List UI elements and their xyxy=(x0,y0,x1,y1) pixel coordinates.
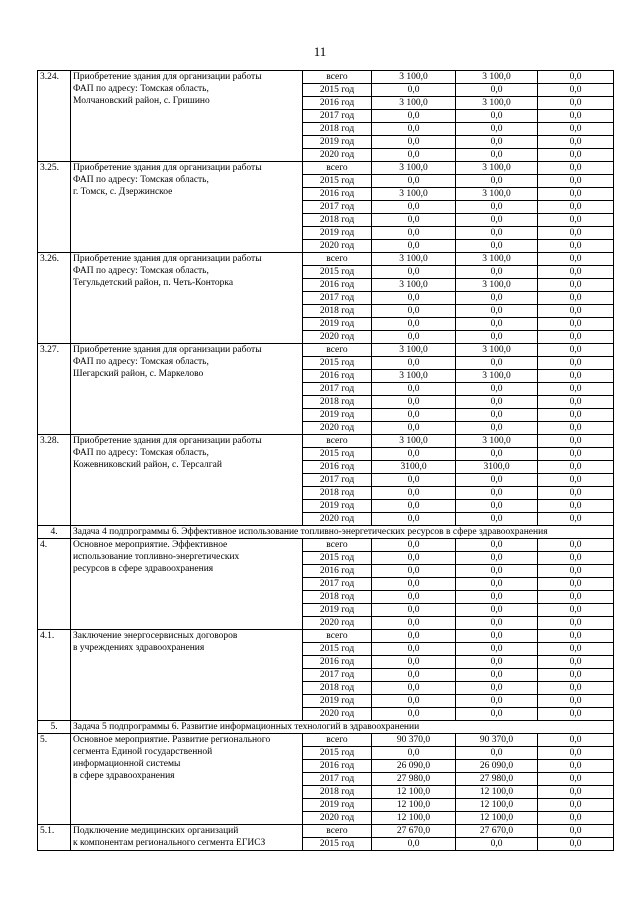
value-cell: 0,0 xyxy=(538,838,614,851)
value-cell: 0,0 xyxy=(456,383,538,396)
value-cell: 0,0 xyxy=(456,643,538,656)
value-cell: 3 100,0 xyxy=(456,435,538,448)
table-row xyxy=(38,734,614,747)
year-cell: 2018 год xyxy=(303,214,372,227)
value-cell: 0,0 xyxy=(372,331,456,344)
value-cell: 0,0 xyxy=(372,474,456,487)
value-cell: 0,0 xyxy=(372,695,456,708)
value-cell: 0,0 xyxy=(372,578,456,591)
value-cell: 0,0 xyxy=(538,669,614,682)
year-cell: 2015 год xyxy=(303,643,372,656)
value-cell: 90 370,0 xyxy=(372,734,456,747)
value-cell: 0,0 xyxy=(538,656,614,669)
value-cell: 0,0 xyxy=(538,474,614,487)
value-cell: 0,0 xyxy=(538,175,614,188)
item-name-line: использование топливно-энергетических xyxy=(73,552,240,562)
item-number: 3.26. xyxy=(38,253,71,344)
item-name-line: в сфере здравоохранения xyxy=(73,771,175,781)
item-name-line: Подключение медицинских организаций xyxy=(73,826,239,836)
value-cell: 3 100,0 xyxy=(456,162,538,175)
value-cell: 0,0 xyxy=(538,123,614,136)
value-cell: 12 100,0 xyxy=(456,799,538,812)
year-cell: 2020 год xyxy=(303,422,372,435)
year-cell: 2020 год xyxy=(303,331,372,344)
value-cell: 0,0 xyxy=(538,461,614,474)
value-cell: 0,0 xyxy=(372,448,456,461)
year-cell: 2017 год xyxy=(303,773,372,786)
value-cell: 0,0 xyxy=(456,552,538,565)
value-cell: 0,0 xyxy=(372,422,456,435)
value-cell: 3 100,0 xyxy=(456,71,538,84)
value-cell: 0,0 xyxy=(538,214,614,227)
value-cell: 0,0 xyxy=(538,188,614,201)
value-cell: 27 670,0 xyxy=(456,825,538,838)
value-cell: 3 100,0 xyxy=(372,162,456,175)
year-cell: 2018 год xyxy=(303,487,372,500)
value-cell: 0,0 xyxy=(538,500,614,513)
value-cell: 0,0 xyxy=(456,630,538,643)
table-row xyxy=(38,344,614,357)
year-cell: 2015 год xyxy=(303,84,372,97)
item-number: 3.24. xyxy=(38,71,71,162)
budget-table xyxy=(37,70,614,851)
item-name xyxy=(71,71,303,162)
task-row xyxy=(38,526,614,539)
year-cell: 2018 год xyxy=(303,591,372,604)
item-number: 5. xyxy=(38,734,71,825)
value-cell: 0,0 xyxy=(538,708,614,721)
item-name-line: ФАП по адресу: Томская область, xyxy=(73,84,209,94)
year-cell: 2016 год xyxy=(303,188,372,201)
value-cell: 0,0 xyxy=(456,669,538,682)
value-cell: 0,0 xyxy=(372,214,456,227)
value-cell: 0,0 xyxy=(372,669,456,682)
task-row xyxy=(38,721,614,734)
table-row xyxy=(38,539,614,552)
value-cell: 0,0 xyxy=(538,292,614,305)
value-cell: 0,0 xyxy=(372,240,456,253)
value-cell: 27 980,0 xyxy=(372,773,456,786)
item-name xyxy=(71,162,303,253)
item-name-line: к компонентам регионального сегмента ЕГИСЗ xyxy=(73,838,266,848)
value-cell: 0,0 xyxy=(456,617,538,630)
value-cell: 0,0 xyxy=(456,331,538,344)
value-cell: 3 100,0 xyxy=(456,188,538,201)
value-cell: 0,0 xyxy=(372,552,456,565)
year-cell: 2016 год xyxy=(303,565,372,578)
value-cell: 3 100,0 xyxy=(372,253,456,266)
value-cell: 0,0 xyxy=(538,773,614,786)
item-number: 3.27. xyxy=(38,344,71,435)
value-cell: 0,0 xyxy=(456,318,538,331)
value-cell: 0,0 xyxy=(538,266,614,279)
year-cell: 2015 год xyxy=(303,266,372,279)
year-cell: 2019 год xyxy=(303,409,372,422)
value-cell: 0,0 xyxy=(372,201,456,214)
value-cell: 0,0 xyxy=(456,292,538,305)
value-cell: 0,0 xyxy=(538,799,614,812)
value-cell: 0,0 xyxy=(538,162,614,175)
table-row xyxy=(38,630,614,643)
value-cell: 0,0 xyxy=(538,253,614,266)
year-cell: 2015 год xyxy=(303,175,372,188)
year-cell: всего xyxy=(303,344,372,357)
item-name xyxy=(71,253,303,344)
value-cell: 0,0 xyxy=(538,578,614,591)
value-cell: 0,0 xyxy=(538,825,614,838)
year-cell: 2017 год xyxy=(303,292,372,305)
value-cell: 0,0 xyxy=(456,591,538,604)
value-cell: 0,0 xyxy=(538,643,614,656)
value-cell: 0,0 xyxy=(538,344,614,357)
value-cell: 3 100,0 xyxy=(456,253,538,266)
task-number: 4. xyxy=(38,526,71,539)
value-cell: 0,0 xyxy=(372,175,456,188)
value-cell: 0,0 xyxy=(456,448,538,461)
year-cell: 2020 год xyxy=(303,149,372,162)
value-cell: 3100,0 xyxy=(372,461,456,474)
value-cell: 27 980,0 xyxy=(456,773,538,786)
value-cell: 0,0 xyxy=(372,604,456,617)
value-cell: 0,0 xyxy=(372,292,456,305)
item-name-line: Основное мероприятие. Развитие регионального xyxy=(73,735,271,745)
item-name-line: Тегульдетский район, п. Четь-Конторка xyxy=(73,278,234,288)
item-name-line: ФАП по адресу: Томская область, xyxy=(73,266,209,276)
item-name xyxy=(71,734,303,825)
value-cell: 0,0 xyxy=(538,435,614,448)
value-cell: 0,0 xyxy=(456,513,538,526)
year-cell: 2015 год xyxy=(303,552,372,565)
year-cell: 2020 год xyxy=(303,617,372,630)
table-row xyxy=(38,71,614,84)
item-name-line: Молчановский район, с. Гришино xyxy=(73,96,210,106)
year-cell: 2019 год xyxy=(303,500,372,513)
year-cell: всего xyxy=(303,630,372,643)
value-cell: 0,0 xyxy=(538,760,614,773)
year-cell: 2015 год xyxy=(303,747,372,760)
value-cell: 0,0 xyxy=(538,383,614,396)
value-cell: 0,0 xyxy=(372,305,456,318)
value-cell: 12 100,0 xyxy=(456,812,538,825)
value-cell: 0,0 xyxy=(538,97,614,110)
value-cell: 0,0 xyxy=(456,175,538,188)
value-cell: 0,0 xyxy=(456,396,538,409)
value-cell: 0,0 xyxy=(372,266,456,279)
value-cell: 3 100,0 xyxy=(456,370,538,383)
value-cell: 0,0 xyxy=(456,201,538,214)
value-cell: 0,0 xyxy=(538,487,614,500)
value-cell: 0,0 xyxy=(456,357,538,370)
item-name-line: ФАП по адресу: Томская область, xyxy=(73,357,209,367)
value-cell: 0,0 xyxy=(538,747,614,760)
value-cell: 0,0 xyxy=(538,617,614,630)
value-cell: 0,0 xyxy=(456,214,538,227)
value-cell: 0,0 xyxy=(538,409,614,422)
value-cell: 12 100,0 xyxy=(372,786,456,799)
year-cell: всего xyxy=(303,71,372,84)
year-cell: 2020 год xyxy=(303,513,372,526)
year-cell: всего xyxy=(303,825,372,838)
value-cell: 0,0 xyxy=(456,487,538,500)
item-name-line: Приобретение здания для организации работы xyxy=(73,345,262,355)
year-cell: 2018 год xyxy=(303,682,372,695)
value-cell: 0,0 xyxy=(372,643,456,656)
value-cell: 0,0 xyxy=(456,110,538,123)
value-cell: 3 100,0 xyxy=(456,344,538,357)
year-cell: всего xyxy=(303,435,372,448)
item-name-line: сегмента Единой государственной xyxy=(73,747,213,757)
value-cell: 3 100,0 xyxy=(372,279,456,292)
year-cell: 2019 год xyxy=(303,136,372,149)
value-cell: 0,0 xyxy=(372,227,456,240)
item-name-line: Шегарский район, с. Маркелово xyxy=(73,369,204,379)
value-cell: 0,0 xyxy=(538,84,614,97)
value-cell: 0,0 xyxy=(538,71,614,84)
value-cell: 0,0 xyxy=(372,383,456,396)
year-cell: 2016 год xyxy=(303,760,372,773)
value-cell: 0,0 xyxy=(456,136,538,149)
year-cell: 2020 год xyxy=(303,240,372,253)
value-cell: 0,0 xyxy=(372,513,456,526)
year-cell: 2015 год xyxy=(303,357,372,370)
value-cell: 3 100,0 xyxy=(372,370,456,383)
value-cell: 0,0 xyxy=(372,708,456,721)
year-cell: 2016 год xyxy=(303,370,372,383)
value-cell: 0,0 xyxy=(538,591,614,604)
item-name-line: Приобретение здания для организации работы xyxy=(73,436,262,446)
item-name xyxy=(71,825,303,851)
item-number: 4. xyxy=(38,539,71,630)
value-cell: 26 090,0 xyxy=(456,760,538,773)
item-name-line: Заключение энергосервисных договоров xyxy=(73,631,238,641)
value-cell: 0,0 xyxy=(538,695,614,708)
item-name xyxy=(71,630,303,721)
item-name xyxy=(71,435,303,526)
item-name-line: ресурсов в сфере здравоохранения xyxy=(73,564,214,574)
value-cell: 0,0 xyxy=(456,656,538,669)
year-cell: 2015 год xyxy=(303,448,372,461)
item-name-line: информационной системы xyxy=(73,759,181,769)
value-cell: 0,0 xyxy=(372,747,456,760)
value-cell: 0,0 xyxy=(372,591,456,604)
value-cell: 0,0 xyxy=(538,279,614,292)
value-cell: 0,0 xyxy=(538,812,614,825)
value-cell: 0,0 xyxy=(538,370,614,383)
item-name-line: Приобретение здания для организации работы xyxy=(73,254,262,264)
value-cell: 0,0 xyxy=(456,604,538,617)
task-title: Задача 5 подпрограммы 6. Развитие информационных технологий в здравоохранении xyxy=(71,721,614,734)
item-number: 3.28. xyxy=(38,435,71,526)
value-cell: 0,0 xyxy=(372,357,456,370)
value-cell: 3 100,0 xyxy=(372,97,456,110)
year-cell: 2017 год xyxy=(303,110,372,123)
value-cell: 0,0 xyxy=(538,149,614,162)
item-name-line: г. Томск, с. Дзержинское xyxy=(73,187,173,197)
value-cell: 12 100,0 xyxy=(456,786,538,799)
year-cell: 2017 год xyxy=(303,578,372,591)
value-cell: 0,0 xyxy=(538,357,614,370)
value-cell: 3 100,0 xyxy=(456,97,538,110)
value-cell: 0,0 xyxy=(538,318,614,331)
value-cell: 0,0 xyxy=(538,448,614,461)
task-number: 5. xyxy=(38,721,71,734)
value-cell: 3100,0 xyxy=(456,461,538,474)
value-cell: 0,0 xyxy=(456,240,538,253)
value-cell: 0,0 xyxy=(372,123,456,136)
year-cell: всего xyxy=(303,162,372,175)
value-cell: 0,0 xyxy=(538,396,614,409)
item-name xyxy=(71,344,303,435)
table-row xyxy=(38,435,614,448)
value-cell: 0,0 xyxy=(538,110,614,123)
value-cell: 0,0 xyxy=(538,604,614,617)
value-cell: 0,0 xyxy=(538,331,614,344)
value-cell: 0,0 xyxy=(372,630,456,643)
page-number: 11 xyxy=(313,44,327,59)
value-cell: 0,0 xyxy=(538,565,614,578)
year-cell: 2019 год xyxy=(303,227,372,240)
value-cell: 90 370,0 xyxy=(456,734,538,747)
year-cell: 2020 год xyxy=(303,812,372,825)
year-cell: 2016 год xyxy=(303,461,372,474)
year-cell: 2017 год xyxy=(303,383,372,396)
value-cell: 0,0 xyxy=(538,539,614,552)
value-cell: 12 100,0 xyxy=(372,812,456,825)
value-cell: 0,0 xyxy=(372,110,456,123)
year-cell: 2018 год xyxy=(303,305,372,318)
value-cell: 3 100,0 xyxy=(456,279,538,292)
value-cell: 0,0 xyxy=(538,240,614,253)
value-cell: 0,0 xyxy=(372,656,456,669)
value-cell: 0,0 xyxy=(538,630,614,643)
value-cell: 0,0 xyxy=(538,734,614,747)
value-cell: 12 100,0 xyxy=(372,799,456,812)
year-cell: 2018 год xyxy=(303,396,372,409)
value-cell: 0,0 xyxy=(456,123,538,136)
value-cell: 0,0 xyxy=(456,409,538,422)
year-cell: всего xyxy=(303,253,372,266)
value-cell: 0,0 xyxy=(538,227,614,240)
value-cell: 0,0 xyxy=(372,617,456,630)
value-cell: 0,0 xyxy=(456,227,538,240)
year-cell: 2017 год xyxy=(303,201,372,214)
value-cell: 0,0 xyxy=(538,513,614,526)
value-cell: 0,0 xyxy=(456,708,538,721)
year-cell: 2019 год xyxy=(303,318,372,331)
value-cell: 0,0 xyxy=(372,409,456,422)
value-cell: 3 100,0 xyxy=(372,71,456,84)
item-name-line: в учреждениях здравоохранения xyxy=(73,643,205,653)
item-name-line: Приобретение здания для организации работы xyxy=(73,72,262,82)
value-cell: 0,0 xyxy=(538,552,614,565)
year-cell: 2020 год xyxy=(303,708,372,721)
value-cell: 0,0 xyxy=(372,838,456,851)
value-cell: 0,0 xyxy=(538,786,614,799)
item-name-line: ФАП по адресу: Томская область, xyxy=(73,175,209,185)
table-row xyxy=(38,162,614,175)
year-cell: 2017 год xyxy=(303,669,372,682)
value-cell: 0,0 xyxy=(538,422,614,435)
value-cell: 0,0 xyxy=(456,695,538,708)
item-number: 3.25. xyxy=(38,162,71,253)
value-cell: 0,0 xyxy=(538,682,614,695)
value-cell: 0,0 xyxy=(372,539,456,552)
table-row xyxy=(38,825,614,838)
value-cell: 3 100,0 xyxy=(372,188,456,201)
item-name-line: ФАП по адресу: Томская область, xyxy=(73,448,209,458)
value-cell: 0,0 xyxy=(372,84,456,97)
value-cell: 0,0 xyxy=(538,201,614,214)
value-cell: 0,0 xyxy=(456,565,538,578)
year-cell: 2019 год xyxy=(303,695,372,708)
item-name-line: Приобретение здания для организации работы xyxy=(73,163,262,173)
item-number: 4.1. xyxy=(38,630,71,721)
item-name-line: Основное мероприятие. Эффективное xyxy=(73,540,228,550)
value-cell: 0,0 xyxy=(456,149,538,162)
year-cell: 2018 год xyxy=(303,123,372,136)
year-cell: 2016 год xyxy=(303,656,372,669)
value-cell: 0,0 xyxy=(456,539,538,552)
value-cell: 0,0 xyxy=(372,136,456,149)
value-cell: 0,0 xyxy=(456,838,538,851)
year-cell: 2015 год xyxy=(303,838,372,851)
value-cell: 0,0 xyxy=(456,682,538,695)
item-name-line: Кожевниковский район, с. Терсалгай xyxy=(73,460,222,470)
value-cell: 0,0 xyxy=(456,578,538,591)
value-cell: 0,0 xyxy=(372,487,456,500)
table-row xyxy=(38,253,614,266)
year-cell: 2019 год xyxy=(303,799,372,812)
value-cell: 0,0 xyxy=(538,305,614,318)
year-cell: 2016 год xyxy=(303,279,372,292)
value-cell: 0,0 xyxy=(456,747,538,760)
value-cell: 3 100,0 xyxy=(372,344,456,357)
year-cell: 2016 год xyxy=(303,97,372,110)
value-cell: 0,0 xyxy=(456,305,538,318)
value-cell: 0,0 xyxy=(372,396,456,409)
value-cell: 0,0 xyxy=(538,136,614,149)
value-cell: 0,0 xyxy=(372,682,456,695)
value-cell: 0,0 xyxy=(372,149,456,162)
value-cell: 26 090,0 xyxy=(372,760,456,773)
value-cell: 0,0 xyxy=(456,422,538,435)
year-cell: 2018 год xyxy=(303,786,372,799)
year-cell: всего xyxy=(303,734,372,747)
year-cell: всего xyxy=(303,539,372,552)
value-cell: 0,0 xyxy=(456,84,538,97)
value-cell: 0,0 xyxy=(456,474,538,487)
value-cell: 0,0 xyxy=(456,266,538,279)
value-cell: 0,0 xyxy=(372,565,456,578)
value-cell: 0,0 xyxy=(372,318,456,331)
value-cell: 3 100,0 xyxy=(372,435,456,448)
item-number: 5.1. xyxy=(38,825,71,851)
value-cell: 27 670,0 xyxy=(372,825,456,838)
value-cell: 0,0 xyxy=(456,500,538,513)
task-title: Задача 4 подпрограммы 6. Эффективное использование топливно-энергетических ресурсов в сфере здравоохранения xyxy=(71,526,614,539)
value-cell: 0,0 xyxy=(372,500,456,513)
item-name xyxy=(71,539,303,630)
year-cell: 2019 год xyxy=(303,604,372,617)
year-cell: 2017 год xyxy=(303,474,372,487)
